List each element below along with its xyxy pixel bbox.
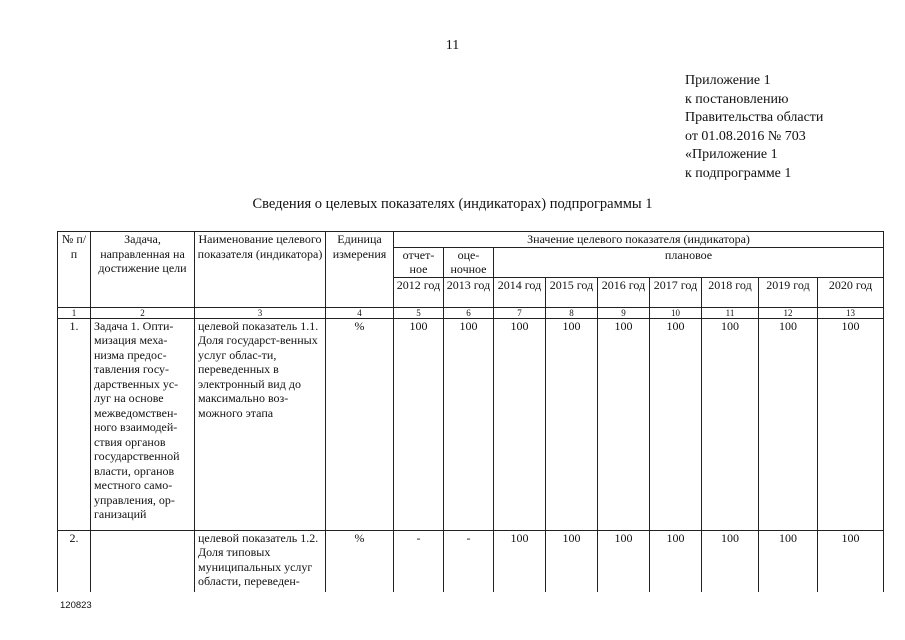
row-task: Задача 1. Опти-мизация меха-низма предос-тавления госу-дарственных ус-луг на основе межведомствен-ного взаимодей-ствия органов государственной власти, органов местного само-управления, ор-ганизаций bbox=[91, 318, 195, 530]
row-value: 100 bbox=[650, 530, 702, 592]
column-number: 12 bbox=[759, 307, 818, 318]
header-year: 2017 год bbox=[650, 277, 702, 307]
header-planned: плановое bbox=[494, 247, 884, 277]
row-value: 100 bbox=[818, 318, 884, 530]
row-num: 2. bbox=[58, 530, 91, 592]
header-task: Задача, направленная на достижение цели bbox=[91, 232, 195, 308]
column-number: 8 bbox=[546, 307, 598, 318]
row-indicator: целевой показатель 1.1. Доля государст-венных услуг облас-ти, переведенных в электронный вид до максимально воз-можного этапа bbox=[195, 318, 326, 530]
row-unit: % bbox=[326, 530, 394, 592]
header-value-group: Значение целевого показателя (индикатора) bbox=[394, 232, 884, 248]
row-value: 100 bbox=[759, 530, 818, 592]
header-estimated: оце-ночное bbox=[444, 247, 494, 277]
column-number: 10 bbox=[650, 307, 702, 318]
column-number: 4 bbox=[326, 307, 394, 318]
column-number: 2 bbox=[91, 307, 195, 318]
column-number: 3 bbox=[195, 307, 326, 318]
header-year: 2018 год bbox=[702, 277, 759, 307]
document-title: Сведения о целевых показателях (индикаторах) подпрограммы 1 bbox=[252, 196, 653, 212]
header-year: 2020 год bbox=[818, 277, 884, 307]
row-indicator: целевой показатель 1.2. Доля типовых муниципальных услуг области, переведен- bbox=[195, 530, 326, 592]
row-value: 100 bbox=[546, 318, 598, 530]
row-num: 1. bbox=[58, 318, 91, 530]
row-value: - bbox=[394, 530, 444, 592]
column-number: 7 bbox=[494, 307, 546, 318]
row-value: 100 bbox=[598, 318, 650, 530]
row-value: 100 bbox=[702, 530, 759, 592]
header-year: 2015 год bbox=[546, 277, 598, 307]
column-number: 9 bbox=[598, 307, 650, 318]
row-task bbox=[91, 530, 195, 592]
column-number: 13 bbox=[818, 307, 884, 318]
row-value: 100 bbox=[444, 318, 494, 530]
row-value: 100 bbox=[759, 318, 818, 530]
row-unit: % bbox=[326, 318, 394, 530]
row-value: 100 bbox=[818, 530, 884, 592]
header-year: 2013 год bbox=[444, 277, 494, 307]
header-year: 2014 год bbox=[494, 277, 546, 307]
row-value: 100 bbox=[650, 318, 702, 530]
appendix-line: к подпрограмме 1 bbox=[685, 165, 792, 181]
appendix-line: «Приложение 1 bbox=[685, 147, 778, 162]
table-row bbox=[58, 318, 884, 530]
appendix-line: к постановлению bbox=[685, 91, 789, 107]
row-value: 100 bbox=[598, 530, 650, 592]
column-number: 5 bbox=[394, 307, 444, 318]
footer-code: 120823 bbox=[60, 600, 92, 611]
row-value: 100 bbox=[494, 318, 546, 530]
row-value: 100 bbox=[494, 530, 546, 592]
appendix-line: от 01.08.2016 № 703 bbox=[685, 128, 806, 144]
indicators-table bbox=[57, 231, 884, 592]
column-number: 11 bbox=[702, 307, 759, 318]
appendix-note bbox=[685, 72, 823, 183]
row-value: - bbox=[444, 530, 494, 592]
header-unit: Единица измерения bbox=[326, 232, 394, 308]
header-reported: отчет-ное bbox=[394, 247, 444, 277]
appendix-line: Приложение 1 bbox=[685, 73, 771, 88]
appendix-line: Правительства области bbox=[685, 110, 824, 125]
header-num: № п/п bbox=[58, 232, 91, 308]
header-year: 2016 год bbox=[598, 277, 650, 307]
table-row bbox=[58, 530, 884, 592]
header-indicator: Наименование целевого показателя (индикатора) bbox=[195, 232, 326, 308]
row-value: 100 bbox=[702, 318, 759, 530]
column-number: 6 bbox=[444, 307, 494, 318]
row-value: 100 bbox=[394, 318, 444, 530]
row-value: 100 bbox=[546, 530, 598, 592]
column-number: 1 bbox=[58, 307, 91, 318]
header-year: 2019 год bbox=[759, 277, 818, 307]
page-number: 11 bbox=[445, 38, 460, 53]
header-year: 2012 год bbox=[394, 277, 444, 307]
